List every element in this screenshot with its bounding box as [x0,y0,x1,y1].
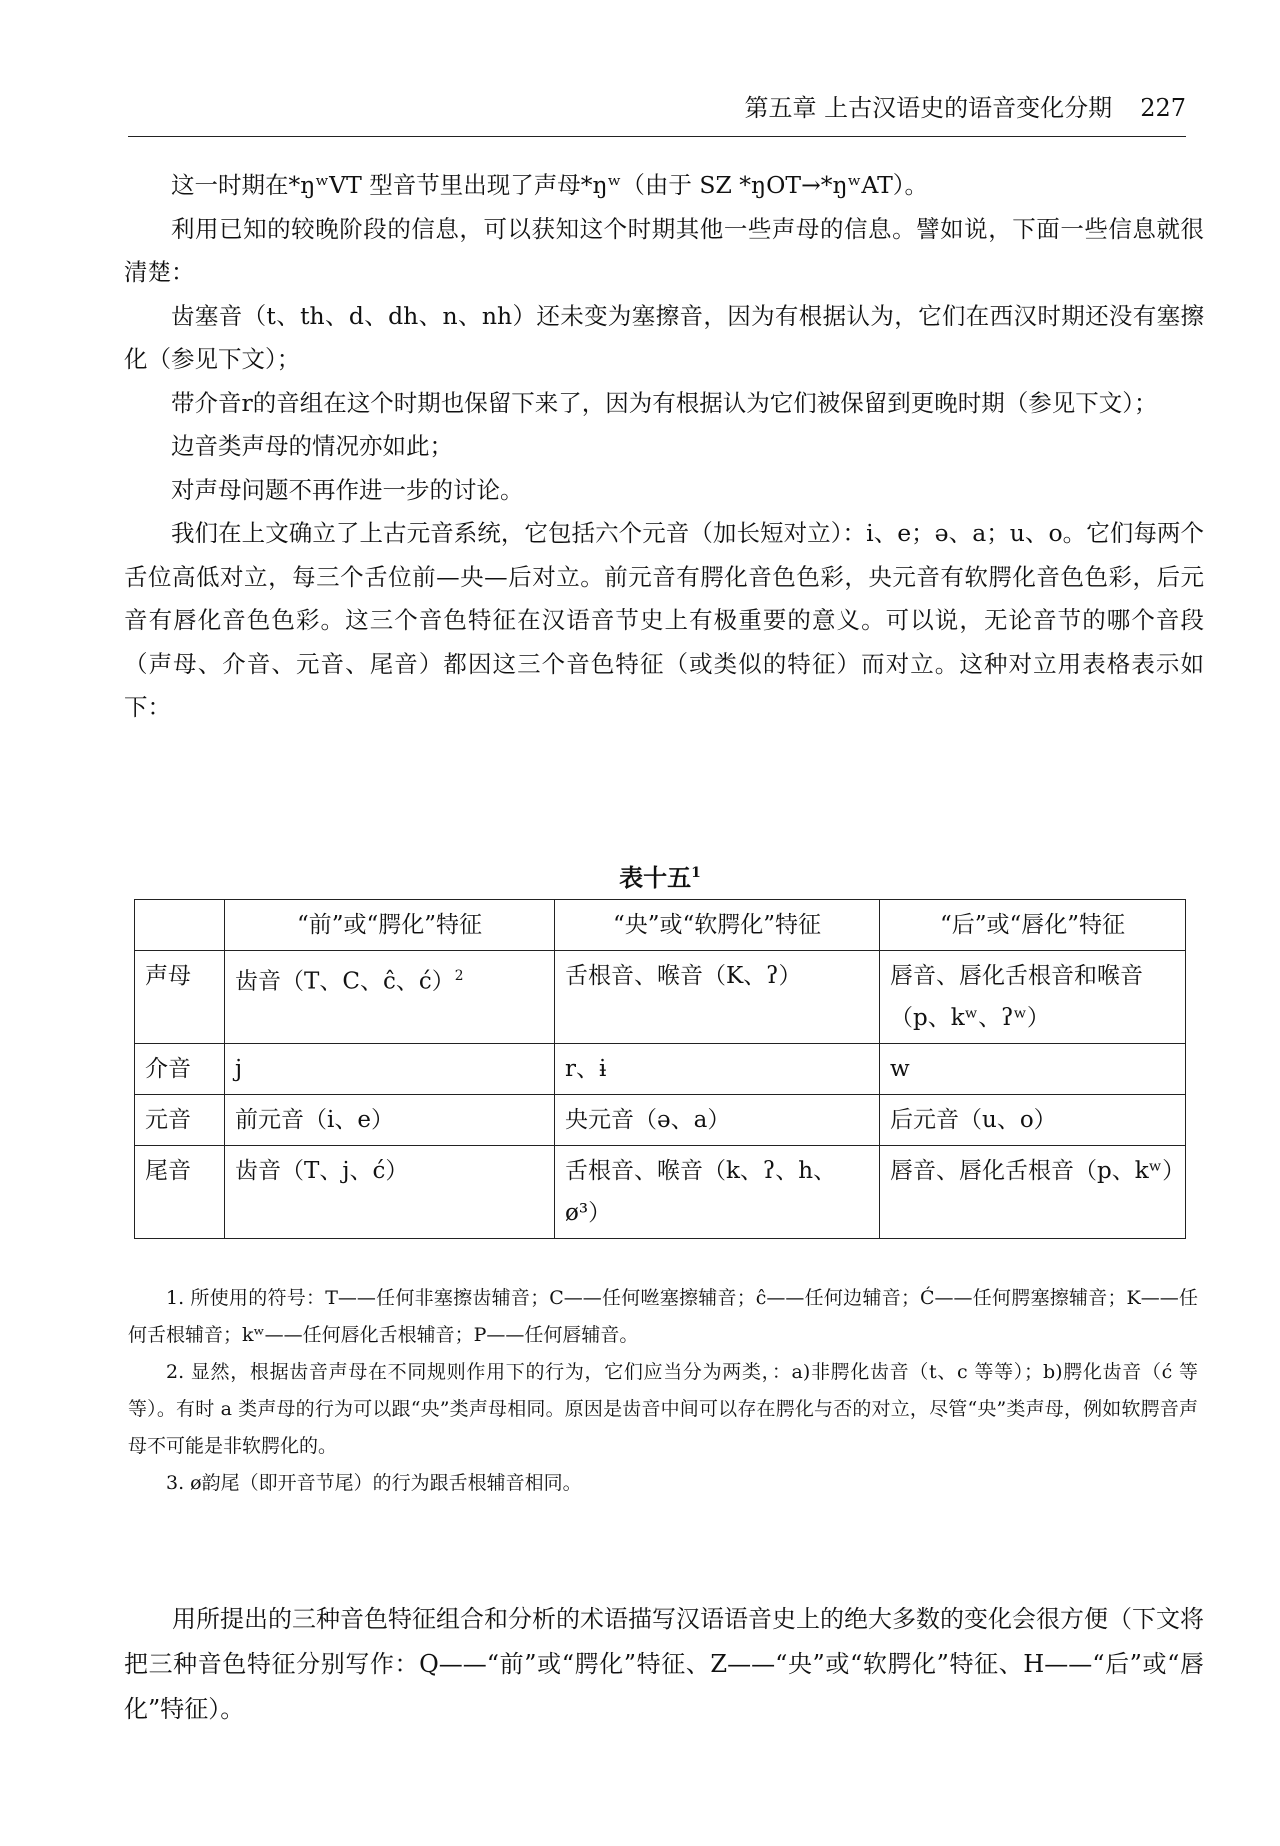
cell-central: 舌根音、喉音（k、ʔ、h、ø³） [555,1146,880,1239]
table-header-row [135,900,1186,951]
paragraph: 齿塞音（t、th、d、dh、n、nh）还未变为塞擦音，因为有根据认为，它们在西汉时期还没有塞擦化（参见下文）； [124,301,1204,373]
cell-front: 前元音（i、e） [225,1095,555,1146]
paragraph: 这一时期在*ŋʷVT 型音节里出现了声母*ŋʷ（由于 SZ *ŋOT→*ŋʷAT）。 [171,171,929,199]
footnote: 3. ø韵尾（即开音节尾）的行为跟舌根辅音相同。 [166,1472,582,1494]
paragraph: 带介音r的音组在这个时期也保留下来了，因为有根据认为它们被保留到更晚时期（参见下文）； [171,388,1158,417]
paragraph: 对声母问题不再作进一步的讨论。 [171,475,524,504]
closing-paragraph [124,1597,1204,1732]
running-header [128,92,1186,137]
header-cell-back: “后”或“唇化”特征 [880,900,1186,951]
chapter-title: 第五章 上古汉语史的语音变化分期 [744,94,1113,122]
paragraph: 边音类声母的情况亦如此； [171,432,453,460]
table-caption-text: 表十五 [619,863,692,892]
header-cell-front: “前”或“腭化”特征 [225,900,555,951]
body-text [124,164,1204,730]
cell-front: j [225,1044,555,1095]
footnote: 1. 所使用的符号：T——任何非塞擦齿辅音；C——任何咝塞擦辅音；ĉ——任何边辅音；Ć——任何腭塞擦辅音；K——任何舌根辅音；kʷ——任何唇化舌根辅音；P——任何唇辅音。 [128,1287,1198,1346]
footnotes [128,1280,1198,1502]
cell-front [225,951,555,1044]
page-number: 227 [1140,94,1186,122]
footnote-ref: 2 [454,968,464,984]
table-row [135,1095,1186,1146]
row-label: 尾音 [135,1146,225,1239]
footnote-ref: 1 [691,865,701,881]
paragraph: 利用已知的较晚阶段的信息，可以获知这个时期其他一些声母的信息。譬如说，下面一些信息就很清楚： [124,214,1204,286]
cell-text: 齿音（T、C、ĉ、ć） [235,968,455,995]
cell-back: 后元音（u、o） [880,1095,1186,1146]
table-caption [134,858,1186,893]
row-label: 元音 [135,1095,225,1146]
table-row [135,1146,1186,1239]
feature-table [134,899,1186,1239]
table-row [135,1044,1186,1095]
table-block [134,858,1186,1239]
paragraph: 用所提出的三种音色特征组合和分析的术语描写汉语语音史上的绝大多数的变化会很方便（下文将把三种音色特征分别写作：Q——“前”或“腭化”特征、Z——“央”或“软腭化”特征、H——“后”或“唇化”特征）。 [124,1605,1204,1723]
header-cell-empty [135,900,225,951]
row-label: 介音 [135,1044,225,1095]
header-cell-central: “央”或“软腭化”特征 [555,900,880,951]
cell-back: 唇音、唇化舌根音（p、kʷ） [880,1146,1186,1239]
cell-central: 央元音（ə、a） [555,1095,880,1146]
paragraph: 我们在上文确立了上古元音系统，它包括六个元音（加长短对立）：i、e；ə、a；u、o。它们每两个舌位高低对立，每三个舌位前—央—后对立。前元音有腭化音色色彩，央元音有软腭化音色色彩，后元音有唇化音色色彩。这三个音色特征在汉语音节史上有极重要的意义。可以说，无论音节的哪个音段（声母、介音、元音、尾音）都因这三个音色特征（或类似的特征）而对立。这种对立用表格表示如下： [124,519,1204,721]
table-row [135,951,1186,1044]
cell-back: w [880,1044,1186,1095]
cell-central: r、ɨ [555,1044,880,1095]
cell-back: 唇音、唇化舌根音和喉音（p、kʷ、ʔʷ） [880,951,1186,1044]
footnote: 2. 显然，根据齿音声母在不同规则作用下的行为，它们应当分为两类，：a)非腭化齿音（t、c 等等）；b)腭化齿音（ć 等等）。有时 a 类声母的行为可以跟“央”类声母相同。原因是齿音中间可以存在腭化与否的对立，尽管“央”类声母，例如软腭音声母不可能是非软腭化的。 [128,1361,1198,1457]
row-label: 声母 [135,951,225,1044]
cell-front: 齿音（T、j、ć） [225,1146,555,1239]
cell-central: 舌根音、喉音（K、ʔ） [555,951,880,1044]
